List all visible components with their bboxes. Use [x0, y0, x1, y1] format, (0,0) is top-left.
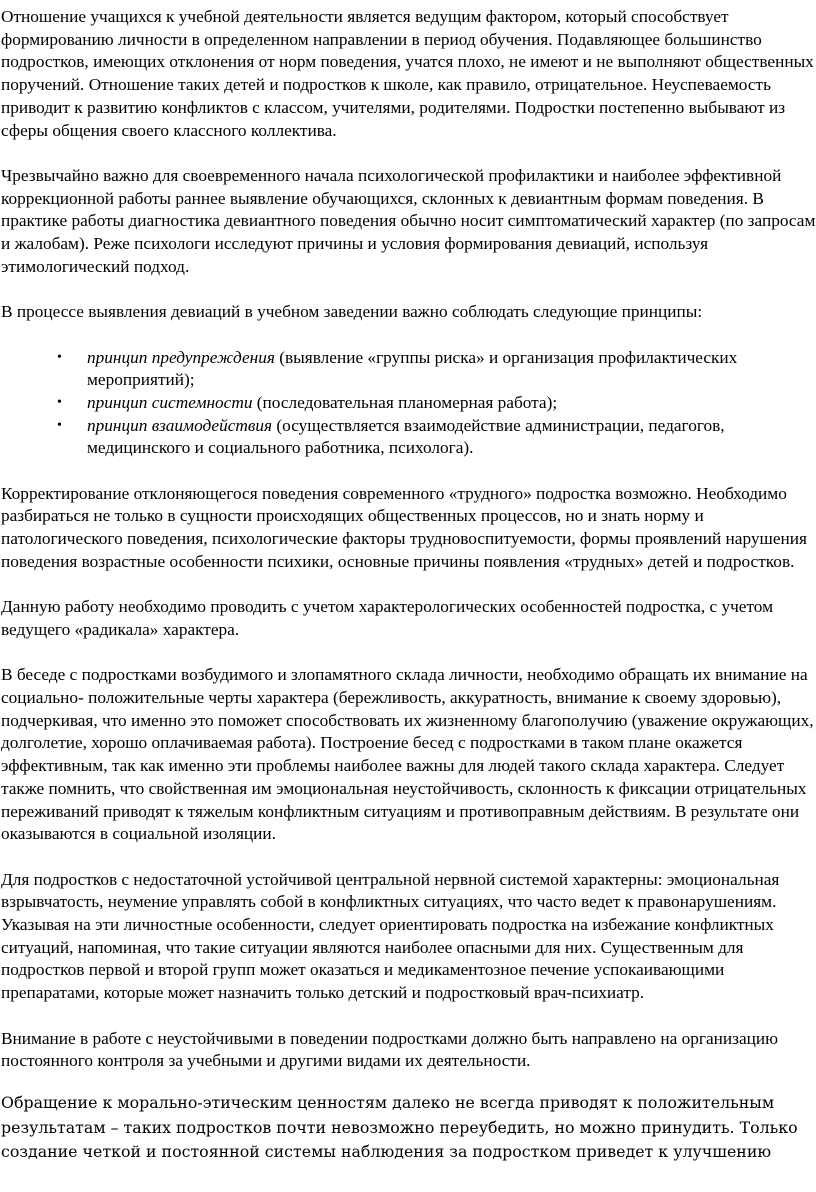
principle-text: (последовательная планомерная работа);: [252, 392, 558, 412]
principles-list: [1, 347, 816, 461]
principle-text: (выявление «группы риска» и организация профилактических мероприятий);: [87, 347, 738, 390]
paragraph-principles-intro: В процессе выявления девиаций в учебном заведении важно соблюдать следующие принципы:: [1, 302, 703, 322]
paragraph-unstable-cns: Для подростков с недостаточной устойчивой центральной нервной системой характерны: эмоциональная взрывчатость, неумение управлять собой в конфликтных ситуациях, что часто ведет к правонарушениям. Указывая на эти личностные особенности, следует ориентировать подростка на избежание конфликтных ситуаций, напоминая, что такие ситуации являются наиболее опасными для них. Существенным для подростков первой и второй групп может оказаться и медикаментозное печение успокаивающими препаратами, которые может назначить только детский и подростковый врач-психиатр.: [1, 869, 780, 1003]
paragraph-attitude: Отношение учащихся к учебной деятельности является ведущим фактором, который способствует формированию личности в определенном направлении в период обучения. Подавляющее большинство подростков, имеющих отклонения от норм поведения, учатся плохо, не имеют и не выполняют общественных поручений. Отношение таких детей и подростков к школе, как правило, отрицательное. Неуспеваемость приводит к развитию конфликтов с классом, учителями, родителями. Подростки постепенно выбывают из сферы общения своего классного коллектива.: [1, 7, 814, 140]
principle-term: принцип предупреждения: [87, 347, 275, 367]
paragraph-excitable-teens: В беседе с подростками возбудимого и злопамятного склада личности, необходимо обращать их внимание на социально- положительные черты характера (бережливость, аккуратность, внимание к своему здоровью), подчеркивая, что именно это поможет способствовать их жизненному благополучию (уважение окружающих, долголетие, хорошо оплачиваемая работа). Построение бесед с подростками в таком плане окажется эффективным, так как именно эти проблемы наиболее важны для людей такого склада характера. Следует также помнить, что свойственная им эмоциональная неустойчивость, склонность к фиксации отрицательных переживаний приводят к тяжелым конфликтным ситуациям и противоправным действиям. В результате они оказываются в социальной изоляции.: [1, 665, 814, 844]
principle-text: (осуществляется взаимодействие администрации, педагогов, медицинского и социального работника, психолога).: [87, 415, 725, 458]
principle-term: принцип взаимодействия: [87, 415, 273, 435]
paragraph-early-detection: Чрезвычайно важно для своевременного начала психологической профилактики и наиболее эффективной коррекционной работы раннее выявление обучающихся, склонных к девиантным формам поведения. В практике работы диагностика девиантного поведения обычно носит симптоматический характер (по запросам и жалобам). Реже психологи исследуют причины и условия формирования девиаций, используя этимологический подход.: [1, 165, 816, 276]
paragraph-correction: Корректирование отклоняющегося поведения современного «трудного» подростка возможно. Необходимо разбираться не только в сущности происходящих общественных процессов, но и знать норму и патологического поведения, психологические факторы трудновоспитуемости, формы проявлений нарушения поведения возрастные особенности психики, основные причины появления «трудных» детей и подростков.: [1, 483, 807, 571]
principle-term: принцип системности: [87, 392, 253, 412]
list-item: [87, 392, 816, 415]
list-item: [87, 415, 816, 460]
list-item: [87, 347, 816, 392]
paragraph-moral-values: Обращение к морально-этическим ценностям далеко не всегда приводят к положительным результатам – таких подростков почти невозможно переубедить, но можно принудить. Только создание четкой и постоянной системы наблюдения за подростком приведет к улучшению: [1, 1092, 798, 1162]
paragraph-characterology: Данную работу необходимо проводить с учетом характерологических особенностей подростка, с учетом ведущего «радикала» характера.: [1, 597, 774, 639]
paragraph-control: Внимание в работе с неустойчивыми в поведении подростками должно быть направлено на организацию постоянного контроля за учебными и другими видами их деятельности.: [1, 1028, 779, 1071]
